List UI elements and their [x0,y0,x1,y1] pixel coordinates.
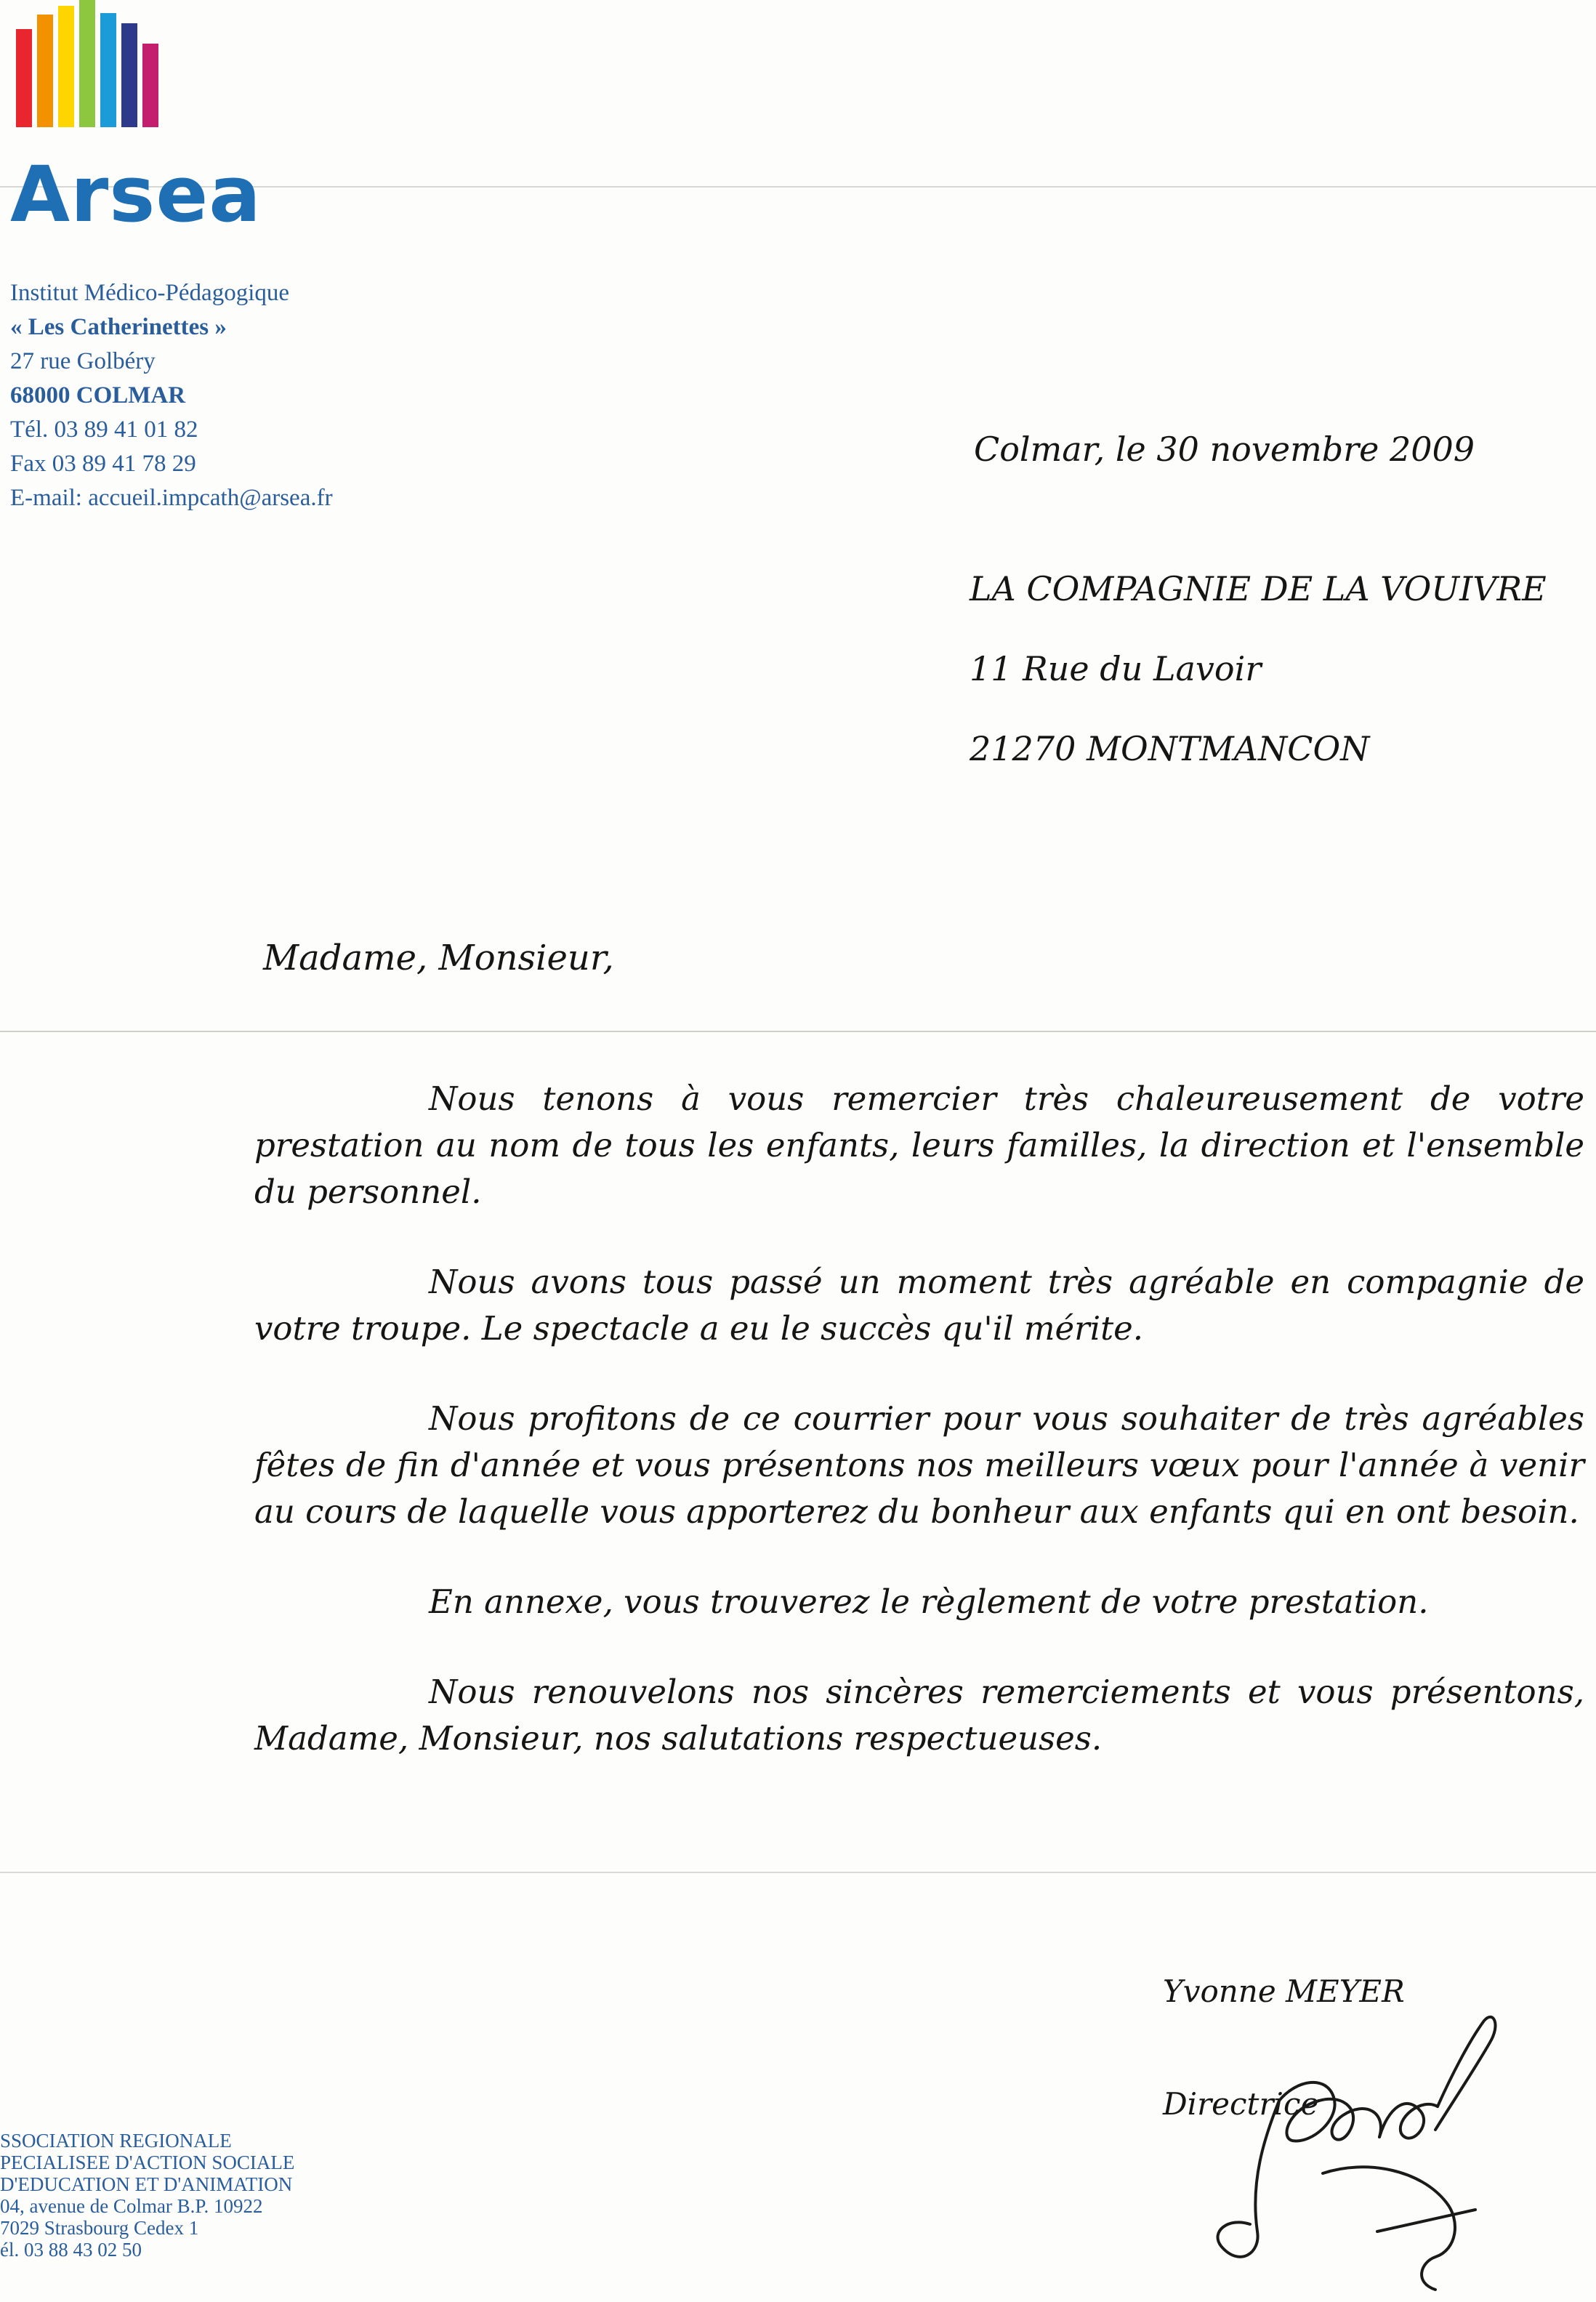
arsea-logo-bars [10,0,163,134]
signatory-name: Yvonne MEYER [1163,1973,1405,2009]
association-footer [0,2130,334,2261]
recipient-address-block [970,567,1547,807]
body-paragraph: Nous tenons à vous remercier très chaleureusement de votre prestation au nom de tous les enfants, leurs familles, la direction et l'ensemble du personnel. [254,1079,1584,1211]
logo-bar [58,6,74,127]
footer-line: 04, avenue de Colmar B.P. 10922 [0,2195,263,2217]
sender-address-block [10,276,446,515]
logo-bar [142,44,158,127]
paper-fold-line [0,1031,1596,1032]
footer-line: él. 03 88 43 02 50 [0,2239,142,2261]
recipient-city: 21270 MONTMANCON [970,729,1370,768]
recipient-street: 11 Rue du Lavoir [970,649,1262,688]
logo-bar [79,0,95,127]
sender-email: E-mail: accueil.impcath@arsea.fr [10,485,333,511]
footer-line: SSOCIATION REGIONALE [0,2130,232,2152]
arsea-logo-wordmark: Arsea [10,150,262,239]
body-paragraph: Nous renouvelons nos sincères remerciements et vous présentons, Madame, Monsieur, nos salutations respectueuses. [254,1673,1584,1758]
logo-bar [16,29,32,127]
body-paragraph: Nous avons tous passé un moment très agréable en compagnie de votre troupe. Le spectacle a eu le succès qu'il mérite. [254,1263,1584,1348]
logo-bar [121,23,137,127]
handwritten-signature [1170,1992,1512,2297]
letter-date: Colmar, le 30 novembre 2009 [974,430,1475,469]
salutation: Madame, Monsieur, [263,938,614,978]
sender-phone: Tél. 03 89 41 01 82 [10,416,198,443]
footer-line: D'EDUCATION ET D'ANIMATION [0,2173,293,2195]
sender-fax: Fax 03 89 41 78 29 [10,451,196,477]
letter-body [254,1076,1584,1806]
recipient-name: LA COMPAGNIE DE LA VOUIVRE [970,569,1547,608]
signatory-title: Directrice [1163,2086,1319,2122]
sender-city: 68000 COLMAR [10,382,186,409]
logo-bar [37,15,53,127]
footer-line: PECIALISEE D'ACTION SOCIALE [0,2152,295,2173]
body-paragraph: En annexe, vous trouverez le règlement de votre prestation. [429,1582,1429,1621]
footer-line: 7029 Strasbourg Cedex 1 [0,2217,199,2239]
paper-fold-line [0,1872,1596,1873]
body-paragraph: Nous profitons de ce courrier pour vous souhaiter de très agréables fêtes de fin d'année et vous présentons nos meilleurs vœux pour l'année à venir au cours de laquelle vous apporterez du bonheur aux enfants qui en ont besoin. [254,1399,1584,1531]
sender-street: 27 rue Golbéry [10,348,156,374]
sender-institute-name: Institut Médico-Pédagogique [10,280,290,306]
sender-institute-subname: « Les Catherinettes » [10,314,227,340]
logo-bar [100,13,116,127]
